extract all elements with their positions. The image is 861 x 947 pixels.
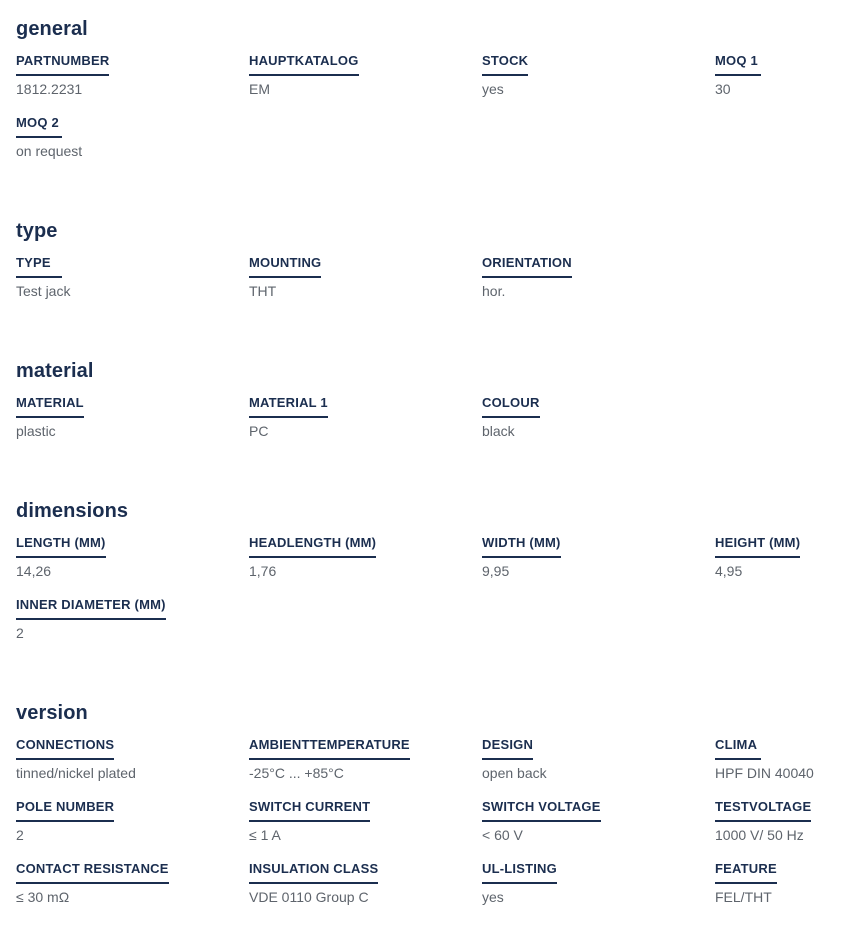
spec-section [16,358,861,441]
spec-field [249,534,482,581]
spec-field [482,534,715,581]
field-value: EM [249,81,270,97]
field-value: 2 [16,827,24,843]
section-title-version: version [16,702,88,724]
field-value: 14,26 [16,563,52,579]
spec-field [16,596,249,643]
field-grid [16,736,861,907]
spec-field [482,798,715,845]
field-label: MATERIAL 1 [249,395,328,418]
spec-field [16,254,249,301]
field-label: MOQ 1 [715,53,761,76]
spec-section [16,498,861,643]
field-value: black [482,423,515,439]
field-value: 9,95 [482,563,510,579]
field-value: PC [249,423,269,439]
field-grid [16,394,861,441]
field-label: DESIGN [482,737,533,760]
spec-section [16,16,861,161]
spec-field [715,52,861,99]
field-label: AMBIENTTEMPERATURE [249,737,410,760]
spec-field [482,254,715,301]
field-value: THT [249,283,277,299]
spec-field [715,736,861,783]
section-title-dimensions: dimensions [16,500,129,522]
spec-field [249,394,482,441]
spec-field [249,254,482,301]
spec-field [482,736,715,783]
spec-field [16,798,249,845]
field-label: INSULATION CLASS [249,861,378,884]
field-label: SWITCH VOLTAGE [482,799,601,822]
field-label: STOCK [482,53,528,76]
section-title-type: type [16,220,58,242]
spec-field [482,52,715,99]
field-label: LENGTH (MM) [16,535,106,558]
field-label: MATERIAL [16,395,84,418]
spec-field [249,860,482,907]
field-label: CLIMA [715,737,761,760]
field-label: SWITCH CURRENT [249,799,370,822]
field-value: FEL/THT [715,889,772,905]
field-value: ≤ 1 A [249,827,281,843]
field-value: on request [16,143,83,159]
spec-field [16,736,249,783]
spec-section [16,700,861,907]
field-value: Test jack [16,283,71,299]
field-label: INNER DIAMETER (MM) [16,597,166,620]
field-value: 1,76 [249,563,277,579]
field-value: open back [482,765,547,781]
spec-field [482,860,715,907]
field-value: tinned/nickel plated [16,765,136,781]
field-grid [16,254,861,301]
spec-field [16,860,249,907]
field-label: COLOUR [482,395,540,418]
spec-field [249,52,482,99]
field-label: FEATURE [715,861,777,884]
spec-field [16,534,249,581]
field-value: yes [482,81,504,97]
field-value: hor. [482,283,506,299]
field-value: yes [482,889,504,905]
field-label: PARTNUMBER [16,53,109,76]
spec-field [715,798,861,845]
field-value: 4,95 [715,563,743,579]
field-label: TYPE [16,255,62,278]
field-value: ≤ 30 mΩ [16,889,70,905]
spec-field [16,114,249,161]
field-label: CONTACT RESISTANCE [16,861,169,884]
field-value: -25°C ... +85°C [249,765,344,781]
field-grid [16,534,861,643]
field-value: 30 [715,81,731,97]
spec-field [249,736,482,783]
field-label: HEADLENGTH (MM) [249,535,376,558]
field-label: ORIENTATION [482,255,572,278]
field-value: plastic [16,423,56,439]
section-title-material: material [16,360,94,382]
field-label: MOUNTING [249,255,321,278]
field-label: HAUPTKATALOG [249,53,359,76]
field-value: 1000 V/ 50 Hz [715,827,804,843]
field-value: 1812.2231 [16,81,83,97]
field-value: HPF DIN 40040 [715,765,814,781]
field-grid [16,52,861,161]
field-label: CONNECTIONS [16,737,114,760]
field-value: < 60 V [482,827,523,843]
field-label: MOQ 2 [16,115,62,138]
spec-field [482,394,715,441]
spec-section [16,218,861,301]
spec-field [715,534,861,581]
spec-field [16,52,249,99]
spec-field [715,860,861,907]
field-label: TESTVOLTAGE [715,799,811,822]
field-value: 2 [16,625,24,641]
spec-field [249,798,482,845]
spec-field [16,394,249,441]
field-label: HEIGHT (MM) [715,535,800,558]
field-value: VDE 0110 Group C [249,889,369,905]
field-label: UL-LISTING [482,861,557,884]
section-title-general: general [16,18,88,40]
field-label: POLE NUMBER [16,799,114,822]
field-label: WIDTH (MM) [482,535,561,558]
